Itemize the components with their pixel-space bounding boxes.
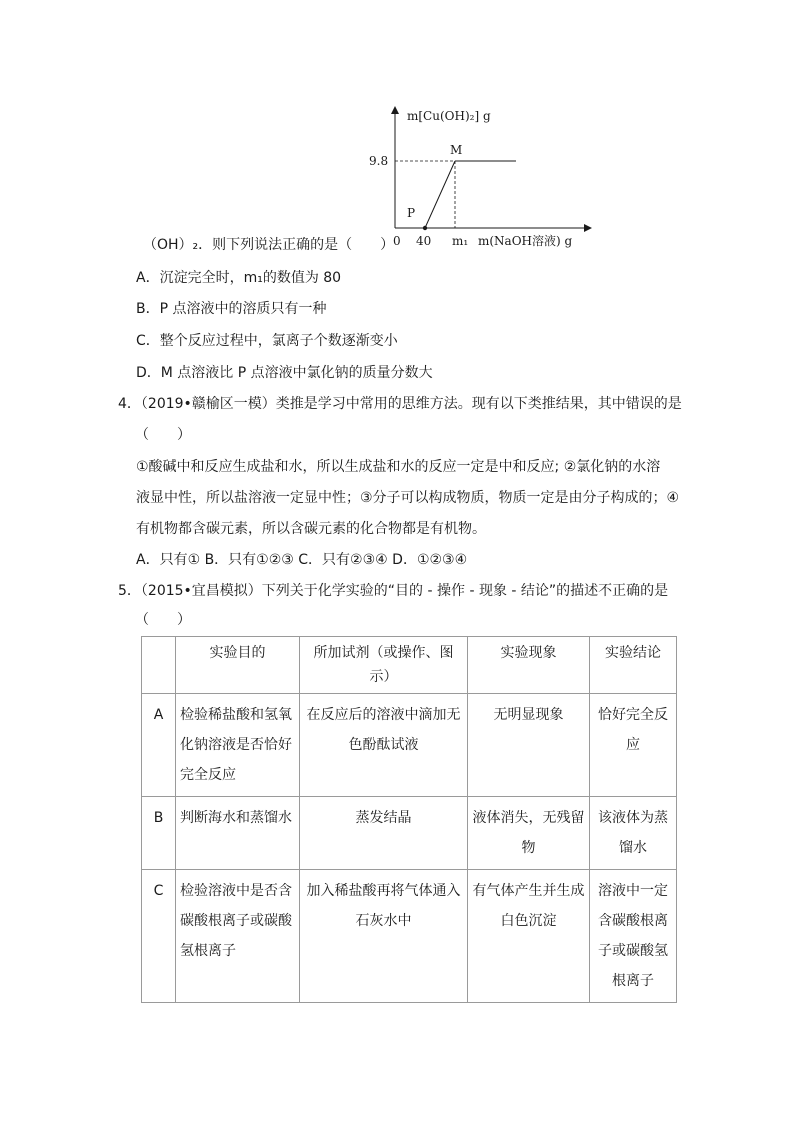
q5-answer-paren: （ ） [135, 612, 191, 628]
origin-label: 0 [393, 234, 401, 248]
q4-answer-paren: （ ） [135, 427, 191, 443]
q4-body-line-1: ①酸碱中和反应生成盐和水，所以生成盐和水的反应一定是中和反应; ②氯化钠的水溶 [136, 459, 661, 475]
row-label: C [142, 870, 176, 1003]
rising-line [425, 161, 455, 228]
q3-option-b: B．P 点溶液中的溶质只有一种 [136, 301, 327, 317]
y-tick-label: 9.8 [369, 154, 389, 168]
table-row [142, 694, 677, 797]
header-operation: 所加试剂（或操作、图示） [300, 637, 468, 694]
x-tick-40: 40 [416, 234, 432, 248]
table-row [142, 870, 677, 1003]
experiment-table [141, 636, 677, 1003]
y-axis-arrow [391, 106, 399, 114]
row-conclusion: 该液体为蒸馏水 [590, 797, 677, 870]
table-header-row [142, 637, 677, 694]
q3-option-d: D．M 点溶液比 P 点溶液中氯化钠的质量分数大 [136, 365, 433, 381]
table-row [142, 797, 677, 870]
row-purpose: 检验稀盐酸和氢氧化钠溶液是否恰好完全反应 [176, 694, 300, 797]
row-phenomenon: 无明显现象 [468, 694, 590, 797]
x-axis-arrow [584, 224, 592, 232]
point-p-dot [423, 226, 427, 230]
q3-stem-tail: （OH）₂．则下列说法正确的是（ ） [143, 237, 395, 253]
q4-stem: 4．（2019•赣榆区一模）类推是学习中常用的思维方法。现有以下类推结果，其中错误的是 [118, 396, 682, 412]
x-axis-label: m(NaOH溶液) g [478, 234, 573, 248]
q3-option-a: A．沉淀完全时，m₁的数值为 80 [136, 270, 342, 286]
point-m-label: M [450, 143, 463, 157]
row-conclusion: 溶液中一定含碳酸根离子或碳酸氢根离子 [590, 870, 677, 1003]
row-purpose: 判断海水和蒸馏水 [176, 797, 300, 870]
row-operation: 在反应后的溶液中滴加无色酚酞试液 [300, 694, 468, 797]
row-conclusion: 恰好完全反应 [590, 694, 677, 797]
q4-body-line-2: 液显中性，所以盐溶液一定显中性；③分子可以构成物质，物质一定是由分子构成的；④ [136, 490, 680, 506]
row-label: B [142, 797, 176, 870]
precipitate-graph [360, 100, 600, 250]
header-phenomenon: 实验现象 [468, 637, 590, 694]
q4-options: A．只有① B．只有①②③ C．只有②③④ D．①②③④ [136, 552, 468, 568]
q5-stem: 5．（2015•宜昌模拟）下列关于化学实验的“目的 - 操作 - 现象 - 结论”的描述不正确的是 [118, 583, 669, 599]
row-phenomenon: 有气体产生并生成白色沉淀 [468, 870, 590, 1003]
point-p-label: P [407, 206, 416, 220]
header-conclusion: 实验结论 [590, 637, 677, 694]
x-tick-m1: m₁ [452, 234, 469, 248]
header-label [142, 637, 176, 694]
row-operation: 蒸发结晶 [300, 797, 468, 870]
q4-body-line-3: 有机物都含碳元素，所以含碳元素的化合物都是有机物。 [136, 521, 486, 537]
row-label: A [142, 694, 176, 797]
row-operation: 加入稀盐酸再将气体通入石灰水中 [300, 870, 468, 1003]
q3-option-c: C．整个反应过程中，氯离子个数逐渐变小 [136, 333, 398, 349]
row-phenomenon: 液体消失，无残留物 [468, 797, 590, 870]
row-purpose: 检验溶液中是否含碳酸根离子或碳酸氢根离子 [176, 870, 300, 1003]
header-purpose: 实验目的 [176, 637, 300, 694]
y-axis-label: m[Cu(OH)₂] g [407, 109, 491, 123]
